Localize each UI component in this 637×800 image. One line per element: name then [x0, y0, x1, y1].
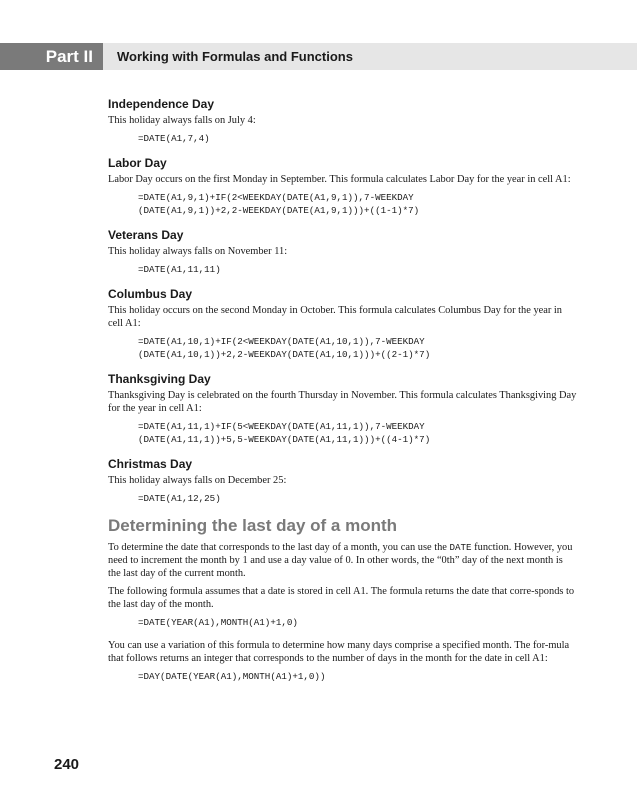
section-labor-day: [108, 155, 578, 217]
heading-labor-day: Labor Day: [108, 156, 167, 170]
heading-independence-day: Independence Day: [108, 97, 215, 111]
page-number: 240: [54, 756, 80, 773]
section-christmas-day: [108, 456, 578, 505]
section-veterans-day: [108, 227, 578, 276]
heading-thanksgiving-day: Thanksgiving Day: [108, 372, 211, 386]
page-content: [108, 96, 578, 693]
formula-independence-day: =DATE(A1,7,4): [138, 133, 210, 144]
formula-days-in-month: =DAY(DATE(YEAR(A1),MONTH(A1)+1,0)): [138, 671, 326, 682]
text-christmas-day: This holiday always falls on December 25:: [108, 475, 287, 486]
text-labor-day: Labor Day occurs on the first Monday in September. This formula calculates Labor Day for the year in cell A1:: [108, 174, 571, 185]
heading-veterans-day: Veterans Day: [108, 228, 184, 242]
paragraph-days-in-month: You can use a variation of this formula to determine how many days comprise a specified month. The for-mula that follows returns an integer that corresponds to the number of days in the month for the date in cell A1:: [108, 640, 570, 664]
section-heading-last-day: Determining the last day of a month: [108, 516, 398, 535]
text-independence-day: This holiday always falls on July 4:: [108, 115, 256, 126]
formula-christmas-day: =DATE(A1,12,25): [138, 493, 221, 504]
formula-veterans-day: =DATE(A1,11,11): [138, 264, 221, 275]
section-independence-day: [108, 96, 578, 145]
section-thanksgiving-day: [108, 371, 578, 446]
part-label: Part II: [0, 43, 103, 70]
formula-columbus-day: =DATE(A1,10,1)+IF(2<WEEKDAY(DATE(A1,10,1)),7-WEEKDAY (DATE(A1,10,1))+2,2-WEEKDAY(DATE(A1,10,1)))+((2-1)*7): [138, 336, 431, 360]
paragraph-last-day-intro-before: To determine the date that corresponds to the last day of a month, you can use the: [108, 542, 450, 553]
formula-labor-day: =DATE(A1,9,1)+IF(2<WEEKDAY(DATE(A1,9,1)),7-WEEKDAY (DATE(A1,9,1))+2,2-WEEKDAY(DATE(A1,9,1)))+((1-1)*7): [138, 192, 420, 216]
heading-columbus-day: Columbus Day: [108, 287, 193, 301]
text-columbus-day: This holiday occurs on the second Monday in October. This formula calculates Columbus Day for the year in cell A1:: [108, 305, 563, 329]
paragraph-last-day-intro-after: function. However, you need to increment the month by 1 and use a day value of 0. In other words, the “0th” day of the next month is the last day of the current month.: [108, 542, 573, 579]
inline-code-date: DATE: [449, 542, 472, 553]
section-columbus-day: [108, 286, 578, 361]
formula-thanksgiving-day: =DATE(A1,11,1)+IF(5<WEEKDAY(DATE(A1,11,1)),7-WEEKDAY (DATE(A1,11,1))+5,5-WEEKDAY(DATE(A1,11,1)))+((4-1)*7): [138, 421, 431, 445]
paragraph-last-day-intro: [108, 541, 578, 580]
formula-last-day: =DATE(YEAR(A1),MONTH(A1)+1,0): [138, 617, 298, 628]
text-veterans-day: This holiday always falls on November 11:: [108, 246, 288, 257]
running-header: [0, 43, 637, 70]
heading-christmas-day: Christmas Day: [108, 457, 193, 471]
header-title: Working with Formulas and Functions: [117, 49, 353, 64]
text-thanksgiving-day: Thanksgiving Day is celebrated on the fourth Thursday in November. This formula calculates Thanksgiving Day for the year in cell A1:: [108, 390, 577, 414]
paragraph-last-day-assumption: The following formula assumes that a date is stored in cell A1. The formula returns the date that corre-sponds to the last day of the month.: [108, 586, 575, 610]
